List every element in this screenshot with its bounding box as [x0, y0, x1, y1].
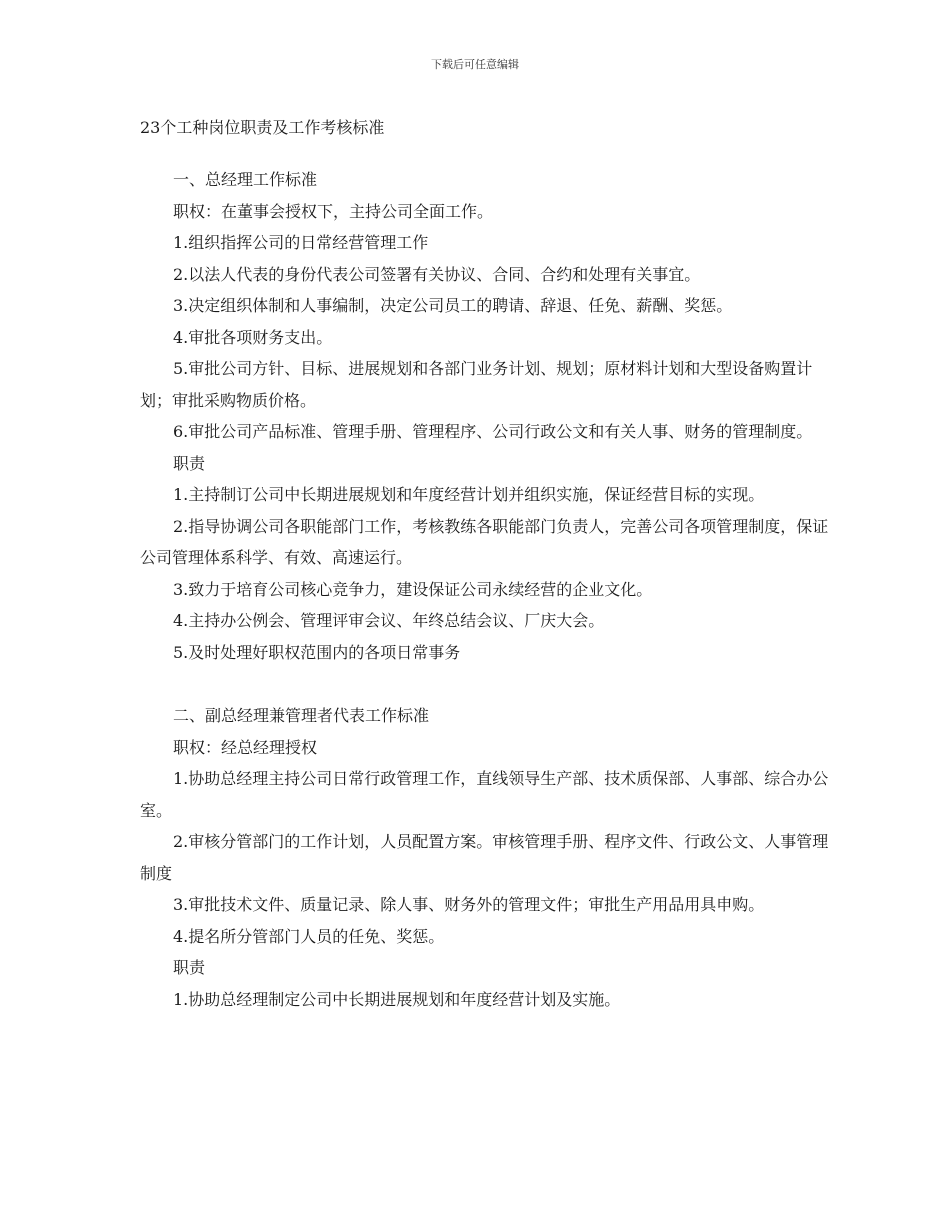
duty-label: 职责 — [173, 453, 206, 473]
section-heading: 一、总经理工作标准 — [173, 170, 318, 189]
duty-item: 4.主持办公例会、管理评审会议、年终总结会议、厂庆大会。 — [173, 611, 605, 630]
authority-label: 职权：在董事会授权下，主持公司全面工作。 — [173, 201, 494, 221]
authority-item: 6.审批公司产品标准、管理手册、管理程序、公司行政公文和有关人事、财务的管理制度。 — [173, 422, 813, 441]
authority-label: 职权：经总经理授权 — [173, 737, 318, 757]
duty-item: 1.主持制订公司中长期进展规划和年度经营计划并组织实施，保证经营目标的实现。 — [173, 485, 765, 504]
duty-item: 1.协助总经理制定公司中长期进展规划和年度经营计划及实施。 — [173, 989, 621, 1009]
authority-item: 4.提名所分管部门人员的任免、奖惩。 — [173, 926, 445, 946]
authority-item: 3.审批技术文件、质量记录、除人事、财务外的管理文件；审批生产用品用具申购。 — [173, 895, 765, 914]
document-title: 23个工种岗位职责及工作考核标准 — [140, 118, 385, 137]
authority-item: 2.以法人代表的身份代表公司签署有关协议、合同、合约和处理有关事宜。 — [173, 264, 701, 284]
authority-item: 4.审批各项财务支出。 — [173, 327, 333, 347]
duty-item: 5.及时处理好职权范围内的各项日常事务 — [173, 642, 461, 662]
authority-item: 1.组织指挥公司的日常经营管理工作 — [173, 233, 429, 252]
section-heading: 二、副总经理兼管理者代表工作标准 — [173, 706, 430, 725]
authority-item: 1.协助总经理主持公司日常行政管理工作，直线领导生产部、技术质保部、人事部、综合办公室。 — [140, 769, 829, 820]
duty-label: 职责 — [173, 958, 206, 977]
duty-item: 2.指导协调公司各职能部门工作，考核教练各职能部门负责人，完善公司各项管理制度，保证公司管理体系科学、有效、高速运行。 — [140, 516, 829, 567]
authority-item: 3.决定组织体制和人事编制，决定公司员工的聘请、辞退、任免、薪酬、奖惩。 — [173, 296, 733, 315]
page-header: 下载后可任意编辑 — [431, 58, 519, 71]
authority-item: 5.审批公司方针、目标、进展规划和各部门业务计划、规划；原材料计划和大型设备购置计划；审批采购物质价格。 — [140, 359, 813, 410]
duty-item: 3.致力于培育公司核心竞争力，建设保证公司永续经营的企业文化。 — [173, 579, 653, 599]
section-spacer — [140, 668, 830, 700]
authority-item: 2.审核分管部门的工作计划，人员配置方案。审核管理手册、程序文件、行政公文、人事管理制度 — [140, 832, 829, 883]
document-body — [140, 164, 830, 1015]
